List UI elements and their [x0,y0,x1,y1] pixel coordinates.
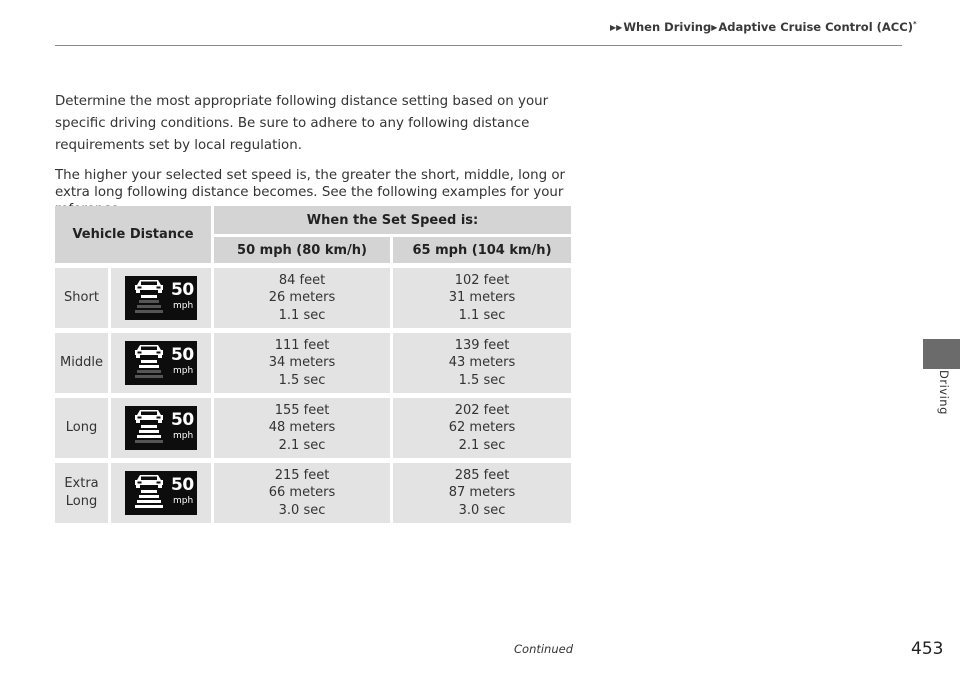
distance-seconds: 3.0 sec [278,502,326,518]
car-icon [129,474,169,512]
acc-display-icon [125,406,197,450]
display-cell [111,463,214,523]
section-tab [923,339,960,369]
distance-seconds: 1.5 sec [278,372,326,388]
distance-seconds: 1.1 sec [458,307,506,323]
table-row [55,463,571,523]
distance-seconds: 1.1 sec [278,307,326,323]
arrow-icon: ▶ [711,23,718,32]
distance-seconds: 3.0 sec [458,502,506,518]
table-row [55,333,571,393]
acc-display-icon [125,341,197,385]
display-unit: mph [173,366,194,376]
display-speed: 50 [171,475,194,495]
reference-paragraph: The higher your selected set speed is, the greater the short, middle, long or extra long following distance becomes. See the following examples for your [55,168,566,200]
distance-feet: 102 feet [454,272,510,288]
display-unit: mph [173,301,194,311]
value-cell-50 [214,463,393,523]
distance-label: Extra Long [55,463,111,523]
value-cell-65 [393,463,571,523]
header-rule [55,45,902,46]
set-speed-header: When the Set Speed is: [214,206,571,237]
distance-label: Short [55,268,111,328]
distance-meters: 34 meters [268,355,336,371]
distance-feet: 285 feet [454,467,510,483]
display-unit: mph [173,431,194,441]
car-icon [129,279,169,317]
footnote-marker: * [912,20,917,29]
distance-feet: 84 feet [278,272,326,288]
value-cell-50 [214,398,393,458]
distance-meters: 62 meters [448,420,516,436]
display-speed: 50 [171,410,194,430]
intro-paragraph: Determine the most appropriate following distance setting based on your specific driving conditions. Be sure to adhere to any following distance requirements set by local regulation. [55,94,549,153]
display-cell [111,333,214,393]
display-cell [111,268,214,328]
table-row [55,398,571,458]
following-distance-table [55,206,571,523]
arrow-icon: ▶ [616,23,623,32]
display-cell [111,398,214,458]
value-cell-50 [214,268,393,328]
distance-seconds: 1.5 sec [458,372,506,388]
display-speed: 50 [171,345,194,365]
distance-feet: 111 feet [274,337,330,353]
distance-meters: 31 meters [448,290,516,306]
page-number: 453 [911,639,944,659]
distance-seconds: 2.1 sec [278,437,326,453]
car-icon [129,344,169,382]
table-row [55,268,571,328]
acc-display-icon [125,276,197,320]
distance-meters: 87 meters [448,485,516,501]
continued-label: Continued [514,642,574,656]
distance-meters: 43 meters [448,355,516,371]
distance-feet: 139 feet [454,337,510,353]
arrow-icon: ▶ [610,23,617,32]
section-label: Driving [937,370,951,415]
display-speed: 50 [171,280,194,300]
speed-header-50: 50 mph (80 km/h) [214,237,393,263]
display-unit: mph [173,496,194,506]
distance-meters: 48 meters [268,420,336,436]
speed-header-65: 65 mph (104 km/h) [393,237,571,263]
distance-feet: 215 feet [274,467,330,483]
acc-display-icon [125,471,197,515]
value-cell-65 [393,333,571,393]
distance-label: Long [55,398,111,458]
value-cell-50 [214,333,393,393]
car-icon [129,409,169,447]
distance-meters: 26 meters [268,290,336,306]
breadcrumb [610,20,917,34]
breadcrumb-item: Adaptive Cruise Control (ACC) [718,20,913,34]
value-cell-65 [393,398,571,458]
distance-meters: 66 meters [268,485,336,501]
value-cell-65 [393,268,571,328]
vehicle-distance-header: Vehicle Distance [55,206,214,263]
distance-feet: 155 feet [274,402,330,418]
distance-seconds: 2.1 sec [458,437,506,453]
distance-label: Middle [55,333,111,393]
distance-feet: 202 feet [454,402,510,418]
breadcrumb-item: When Driving [623,20,712,34]
